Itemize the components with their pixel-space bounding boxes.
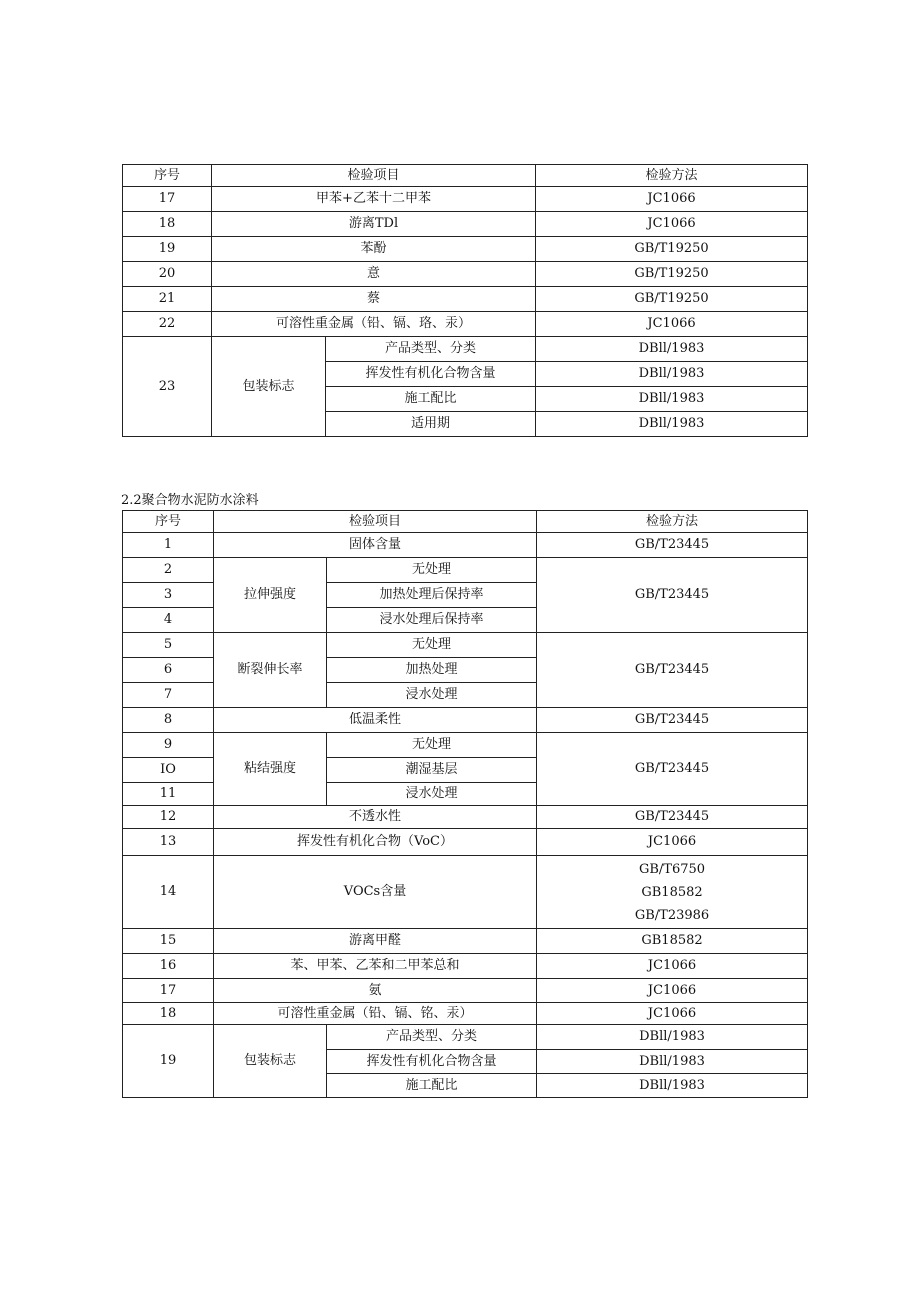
header-item: 检验项目	[214, 511, 537, 533]
sub-item: 施工配比	[327, 1074, 537, 1098]
header-method: 检验方法	[536, 165, 808, 187]
group-method: GB/T23445	[537, 558, 808, 633]
inspection-table-2	[122, 510, 808, 1098]
sub-item: 挥发性有机化合物含量	[327, 1050, 537, 1074]
method-line: GB/T23986	[634, 907, 710, 923]
group-label: 粘结强度	[214, 733, 327, 806]
row-item: 蔡	[212, 287, 536, 312]
row-item: 可溶性重金属（铅、镉、珞、汞）	[212, 312, 536, 337]
row-item: 可溶性重金属（铅、镉、铭、汞）	[214, 1003, 537, 1025]
row-no: IO	[123, 758, 214, 783]
row-item: 固体含量	[214, 533, 537, 558]
header-method: 检验方法	[537, 511, 808, 533]
row-method: GB18582	[537, 929, 808, 954]
row-item: 游离TDl	[212, 212, 536, 237]
row-no: 2	[123, 558, 214, 583]
sub-item: 产品类型、分类	[326, 337, 536, 362]
group-method: GB/T23445	[537, 733, 808, 806]
row-item: 苯酚	[212, 237, 536, 262]
row-no: 18	[123, 1003, 214, 1025]
row-method: GB/T19250	[536, 287, 808, 312]
group-method: GB/T23445	[537, 633, 808, 708]
row-item: 挥发性有机化合物（VoC）	[214, 829, 537, 856]
row-no: 1	[123, 533, 214, 558]
row-method: JC1066	[536, 212, 808, 237]
sub-item: 无处理	[327, 633, 537, 658]
section-title: 2.2聚合物水泥防水涂料	[121, 493, 259, 508]
row-method: GB/T19250	[536, 237, 808, 262]
sub-method: DBll/1983	[536, 362, 808, 387]
sub-item: 无处理	[327, 733, 537, 758]
row-no: 17	[123, 979, 214, 1003]
row-no: 3	[123, 583, 214, 608]
row-item: 低温柔性	[214, 708, 537, 733]
row-no: 16	[123, 954, 214, 979]
method-line: GB/T6750	[638, 861, 706, 877]
sub-item: 无处理	[327, 558, 537, 583]
sub-item: 浸水处理	[327, 783, 537, 806]
row-no: 15	[123, 929, 214, 954]
sub-item: 浸水处理后保持率	[327, 608, 537, 633]
header-item: 检验项目	[212, 165, 536, 187]
row-no: 20	[123, 262, 212, 287]
row-method: GB/T23445	[537, 806, 808, 829]
sub-method: DBll/1983	[537, 1050, 808, 1074]
row-method: JC1066	[537, 1003, 808, 1025]
row-item: 游离甲醛	[214, 929, 537, 954]
sub-method: DBll/1983	[537, 1074, 808, 1098]
group-no: 23	[123, 337, 212, 437]
row-method: GB/T23445	[537, 708, 808, 733]
sub-item: 适用期	[326, 412, 536, 437]
sub-item: 产品类型、分类	[327, 1025, 537, 1050]
sub-method: DBll/1983	[537, 1025, 808, 1050]
group-label: 包装标志	[212, 337, 326, 437]
sub-item: 挥发性有机化合物含量	[326, 362, 536, 387]
row-method: JC1066	[536, 312, 808, 337]
row-no: 5	[123, 633, 214, 658]
sub-method: DBll/1983	[536, 337, 808, 362]
group-label: 包装标志	[214, 1025, 327, 1098]
row-no: 6	[123, 658, 214, 683]
row-no: 17	[123, 187, 212, 212]
row-method: JC1066	[537, 829, 808, 856]
sub-method: DBll/1983	[536, 412, 808, 437]
row-method: JC1066	[537, 979, 808, 1003]
row-no: 11	[123, 783, 214, 806]
row-methods	[537, 856, 808, 929]
sub-item: 潮湿基层	[327, 758, 537, 783]
row-item: 氨	[214, 979, 537, 1003]
header-no: 序号	[123, 511, 214, 533]
row-method: GB/T23445	[537, 533, 808, 558]
row-no: 21	[123, 287, 212, 312]
sub-item: 加热处理后保持率	[327, 583, 537, 608]
row-no: 7	[123, 683, 214, 708]
sub-item: 浸水处理	[327, 683, 537, 708]
row-item: 意	[212, 262, 536, 287]
group-no: 19	[123, 1025, 214, 1098]
row-no: 12	[123, 806, 214, 829]
sub-item: 施工配比	[326, 387, 536, 412]
inspection-table-1	[122, 164, 808, 437]
row-no: 4	[123, 608, 214, 633]
row-no: 8	[123, 708, 214, 733]
row-method: JC1066	[536, 187, 808, 212]
row-no: 9	[123, 733, 214, 758]
row-no: 13	[123, 829, 214, 856]
method-line: GB18582	[641, 884, 703, 900]
sub-method: DBll/1983	[536, 387, 808, 412]
row-no: 14	[123, 856, 214, 929]
row-method: JC1066	[537, 954, 808, 979]
row-item: 苯、甲苯、乙苯和二甲苯总和	[214, 954, 537, 979]
row-item: VOCs含量	[214, 856, 537, 929]
row-method: GB/T19250	[536, 262, 808, 287]
group-label: 断裂伸长率	[214, 633, 327, 708]
row-no: 19	[123, 237, 212, 262]
group-label: 拉伸强度	[214, 558, 327, 633]
sub-item: 加热处理	[327, 658, 537, 683]
row-no: 22	[123, 312, 212, 337]
header-no: 序号	[123, 165, 212, 187]
row-item: 不透水性	[214, 806, 537, 829]
row-item: 甲苯+乙苯十二甲苯	[212, 187, 536, 212]
row-no: 18	[123, 212, 212, 237]
